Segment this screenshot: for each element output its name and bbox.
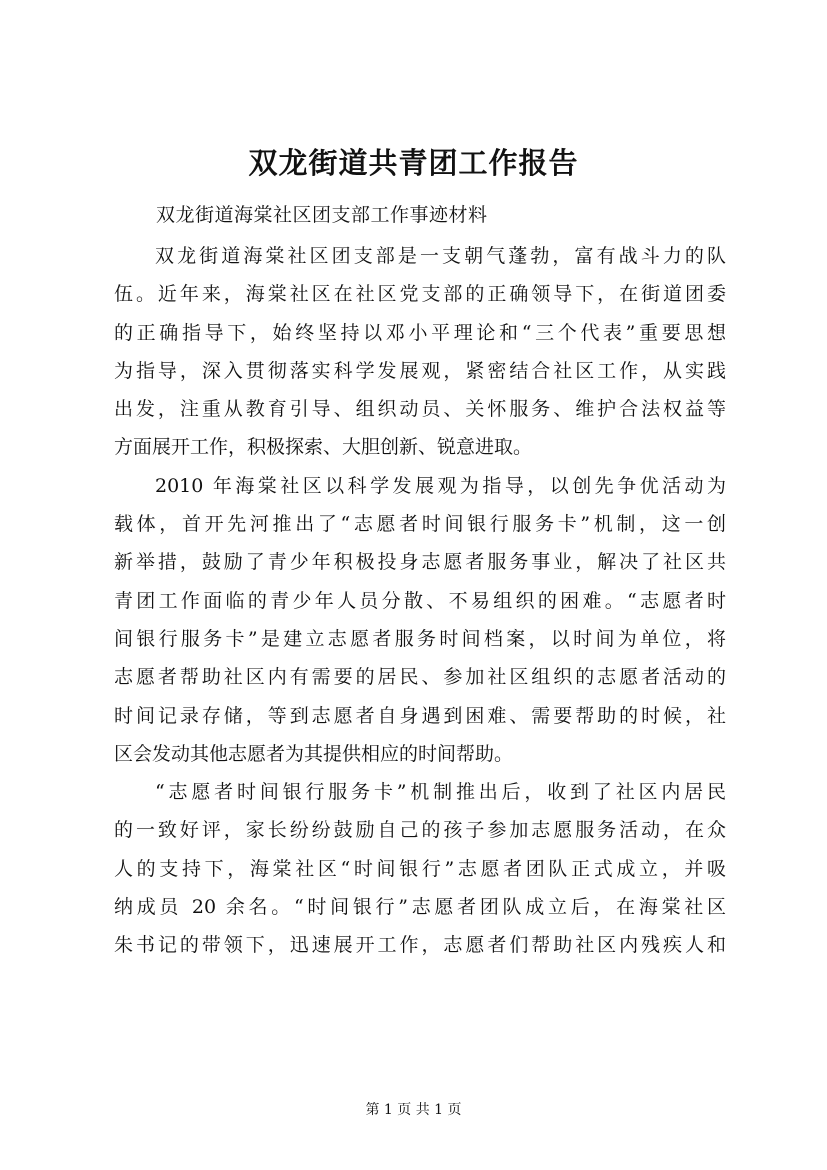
- paragraph-line: 的正确指导下，始终坚持以邓小平理论和“三个代表”重要思想: [114, 321, 726, 344]
- paragraph-line: 志愿者帮助社区内有需要的居民、参加社区组织的志愿者活动的: [114, 666, 726, 689]
- paragraph-line: 时间记录存储，等到志愿者自身遇到困难、需要帮助的时候，社: [114, 704, 726, 727]
- paragraph-line: 纳成员 20 余名。“时间银行”志愿者团队成立后，在海棠社区: [114, 896, 726, 919]
- document-title: 双龙街道共青团工作报告: [248, 146, 579, 180]
- paragraph-line: 间银行服务卡”是建立志愿者服务时间档案，以时间为单位，将: [114, 627, 726, 650]
- paragraph-line: 的一致好评，家长纷纷鼓励自己的孩子参加志愿服务活动，在众: [114, 819, 726, 842]
- paragraph-line: 方面展开工作，积极探索、大胆创新、锐意进取。: [114, 436, 533, 459]
- paragraph-line: 人的支持下，海棠社区“时间银行”志愿者团队正式成立，并吸: [114, 857, 726, 880]
- paragraph-line: 出发，注重从教育引导、组织动员、关怀服务、维护合法权益等: [114, 398, 726, 421]
- page-number-footer: 第 1 页 共 1 页: [365, 1102, 462, 1118]
- paragraph-line: 朱书记的带领下，迅速展开工作，志愿者们帮助社区内残疾人和: [114, 934, 726, 957]
- document-subtitle: 双龙街道海棠社区团支部工作事迹材料: [156, 204, 488, 226]
- paragraph-line: 青团工作面临的青少年人员分散、不易组织的困难。“志愿者时: [114, 589, 726, 612]
- paragraph-line: 伍。近年来，海棠社区在社区党支部的正确领导下，在街道团委: [114, 283, 726, 306]
- paragraph-line: 区会发动其他志愿者为其提供相应的时间帮助。: [114, 742, 514, 765]
- paragraph-line: “志愿者时间银行服务卡”机制推出后，收到了社区内居民: [155, 781, 726, 804]
- paragraph-line: 新举措，鼓励了青少年积极投身志愿者服务事业，解决了社区共: [114, 551, 726, 574]
- document-body: [114, 237, 726, 965]
- paragraph-line: 载体，首开先河推出了“志愿者时间银行服务卡”机制，这一创: [114, 513, 726, 536]
- paragraph-line: 双龙街道海棠社区团支部是一支朝气蓬勃，富有战斗力的队: [155, 245, 726, 267]
- paragraph-line: 2010 年海棠社区以科学发展观为指导，以创先争优活动为: [155, 474, 726, 497]
- paragraph-line: 为指导，深入贯彻落实科学发展观，紧密结合社区工作，从实践: [114, 359, 726, 382]
